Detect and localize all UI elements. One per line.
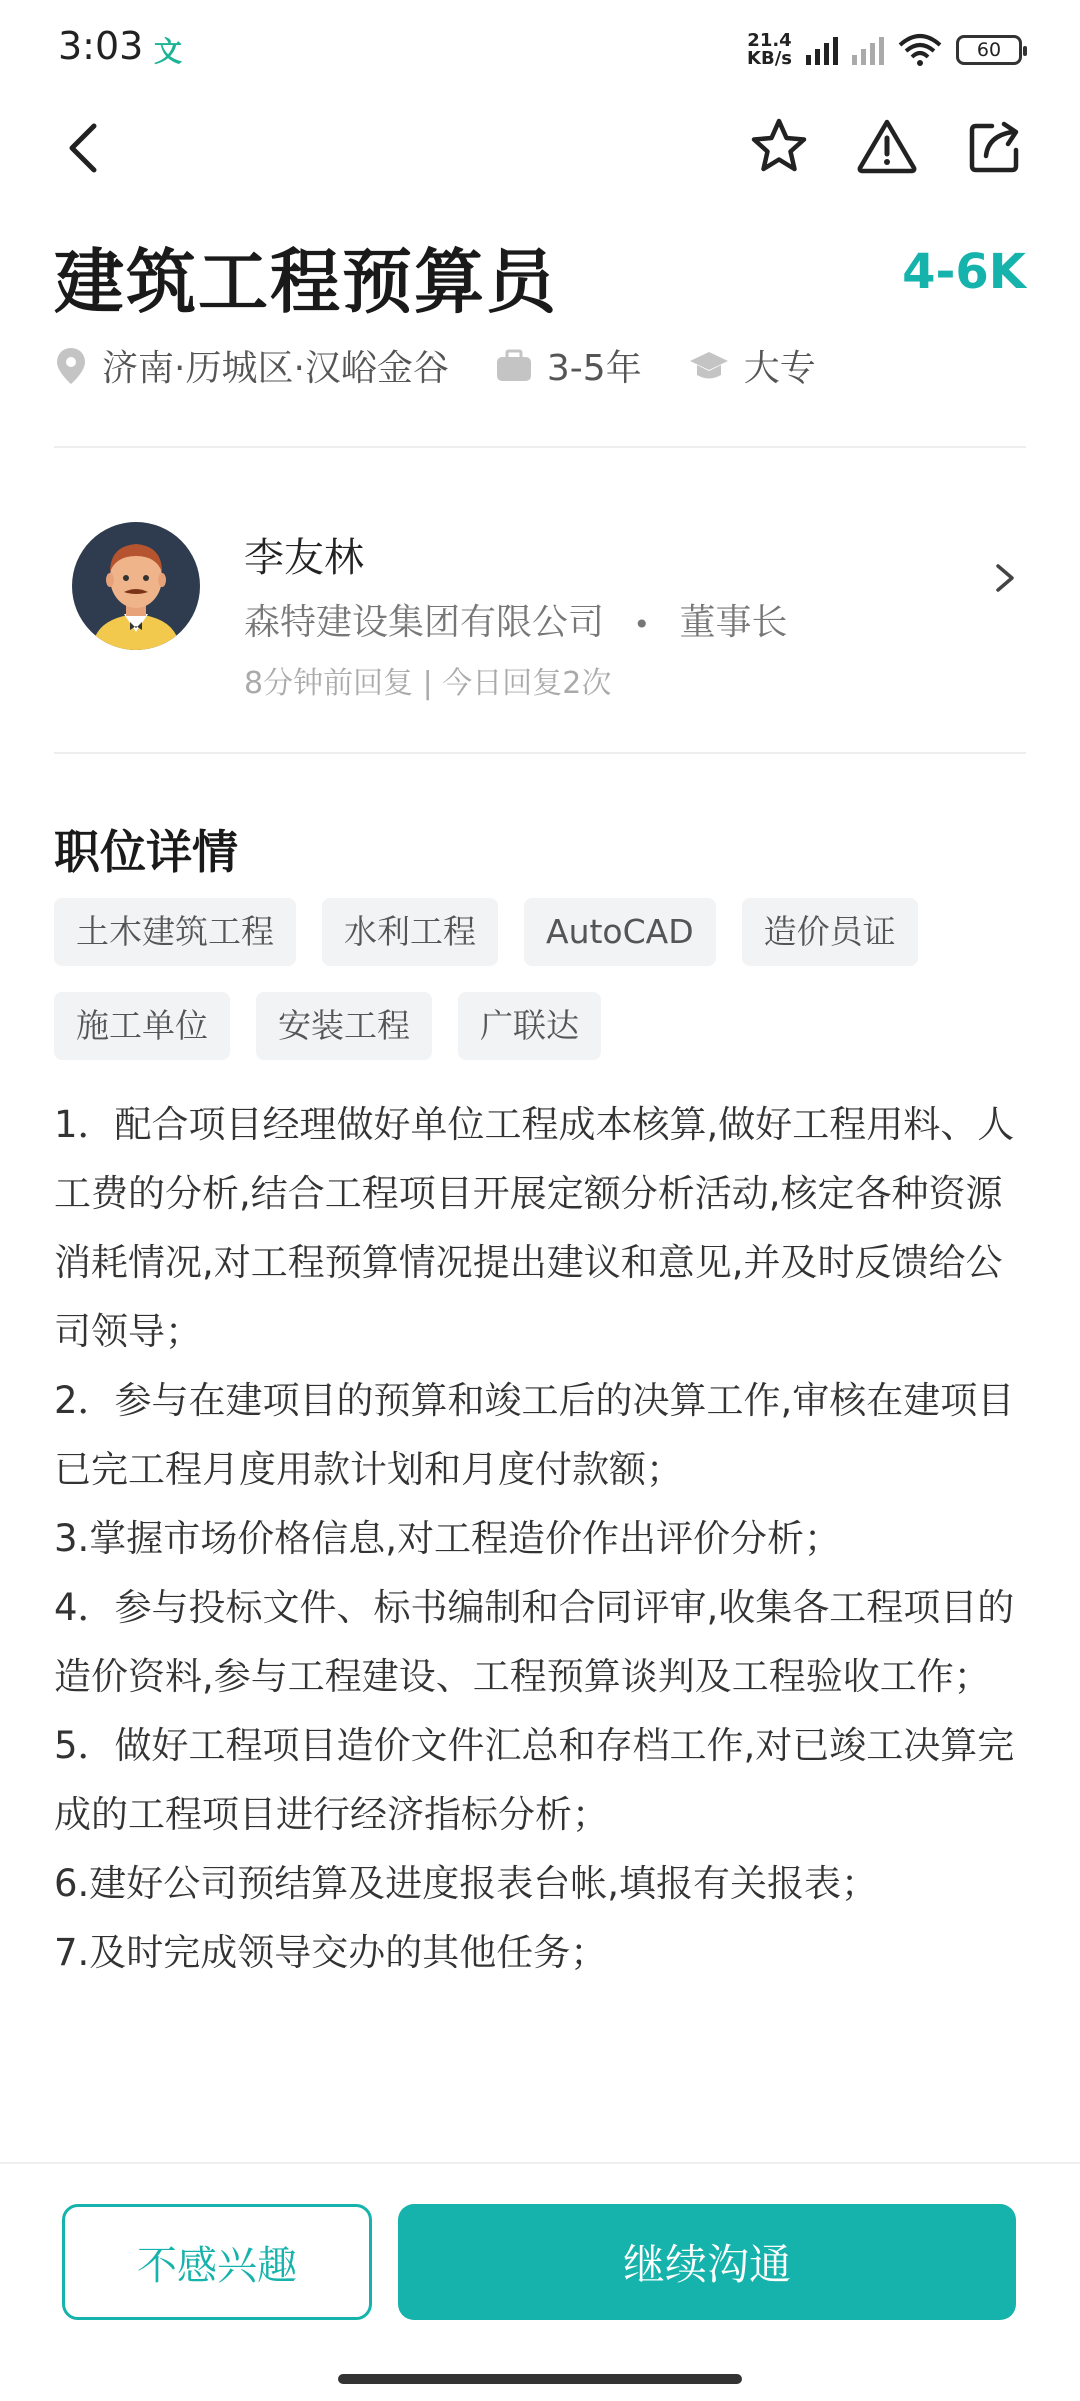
bottom-action-bar bbox=[0, 2162, 1080, 2401]
meta-education: 大专 bbox=[688, 340, 816, 391]
warning-icon[interactable] bbox=[854, 114, 920, 180]
skill-tags bbox=[54, 898, 1034, 1086]
skill-tag: 安装工程 bbox=[256, 992, 432, 1060]
skill-tag: 造价员证 bbox=[742, 898, 918, 966]
graduation-cap-icon bbox=[688, 349, 730, 383]
skill-tag: 施工单位 bbox=[54, 992, 230, 1060]
avatar bbox=[72, 522, 200, 650]
job-title: 建筑工程预算员 bbox=[54, 241, 558, 323]
meta-experience: 3-5年 bbox=[495, 340, 642, 391]
recruiter-company-line bbox=[244, 594, 787, 645]
job-salary: 4-6K bbox=[902, 244, 1026, 300]
divider bbox=[54, 752, 1026, 754]
description-line: 3.掌握市场价格信息,对工程造价作出评价分析； bbox=[54, 1517, 842, 1560]
home-indicator[interactable] bbox=[338, 2374, 742, 2384]
divider bbox=[54, 446, 1026, 448]
skill-tag: 广联达 bbox=[458, 992, 601, 1060]
description-line: 7.及时完成领导交办的其他任务； bbox=[54, 1931, 608, 1974]
network-speed: 21.4 KB/s bbox=[747, 30, 792, 69]
nav-bar bbox=[0, 100, 1080, 196]
translate-icon: 文 bbox=[154, 35, 183, 68]
avatar-illustration bbox=[72, 522, 200, 650]
description-line: 2．参与在建项目的预算和竣工后的决算工作,审核在建项目已完工程月度用款计划和月度付款额； bbox=[54, 1379, 1015, 1491]
status-indicators bbox=[747, 28, 1022, 72]
meta-location: 济南·历城区·汉峪金谷 bbox=[54, 340, 449, 391]
description-line: 5．做好工程项目造价文件汇总和存档工作,对已竣工决算完成的工程项目进行经济指标分析； bbox=[54, 1724, 1015, 1836]
continue-chat-button[interactable]: 继续沟通 bbox=[398, 2204, 1016, 2320]
star-icon[interactable] bbox=[746, 114, 812, 180]
recruiter-company: 森特建设集团有限公司 bbox=[244, 602, 605, 643]
recruiter-card[interactable] bbox=[54, 490, 1026, 740]
status-time: 3:03 bbox=[58, 24, 144, 68]
battery-icon: 60 bbox=[956, 35, 1022, 65]
not-interested-button[interactable]: 不感兴趣 bbox=[62, 2204, 372, 2320]
job-description bbox=[54, 1090, 1034, 1987]
signal-icon bbox=[806, 35, 838, 65]
location-pin-icon bbox=[54, 346, 88, 386]
recruiter-reply-info: 8分钟前回复 | 今日回复2次 bbox=[244, 666, 612, 701]
share-icon[interactable] bbox=[962, 114, 1028, 180]
skill-tag: AutoCAD bbox=[524, 898, 716, 966]
status-bar bbox=[0, 0, 1080, 100]
briefcase-icon bbox=[495, 349, 533, 383]
chevron-right-icon bbox=[984, 558, 1024, 598]
skill-tag: 土木建筑工程 bbox=[54, 898, 296, 966]
recruiter-name: 李友林 bbox=[244, 535, 364, 581]
signal-off-icon bbox=[852, 35, 884, 65]
back-chevron-icon[interactable] bbox=[56, 118, 116, 178]
description-line: 4．参与投标文件、标书编制和合同评审,收集各工程项目的造价资料,参与工程建设、工程预算谈判及工程验收工作； bbox=[54, 1586, 1015, 1698]
separator-dot: • bbox=[633, 608, 650, 641]
description-line: 6.建好公司预结算及进度报表台帐,填报有关报表； bbox=[54, 1862, 879, 1905]
recruiter-position: 董事长 bbox=[679, 602, 788, 643]
job-meta bbox=[54, 340, 862, 391]
description-line: 1．配合项目经理做好单位工程成本核算,做好工程用料、人工费的分析,结合工程项目开展定额分析活动,核定各种资源消耗情况,对工程预算情况提出建议和意见,并及时反馈给公司领导； bbox=[54, 1103, 1015, 1353]
wifi-icon bbox=[898, 33, 942, 67]
section-title: 职位详情 bbox=[54, 825, 238, 879]
skill-tag: 水利工程 bbox=[322, 898, 498, 966]
